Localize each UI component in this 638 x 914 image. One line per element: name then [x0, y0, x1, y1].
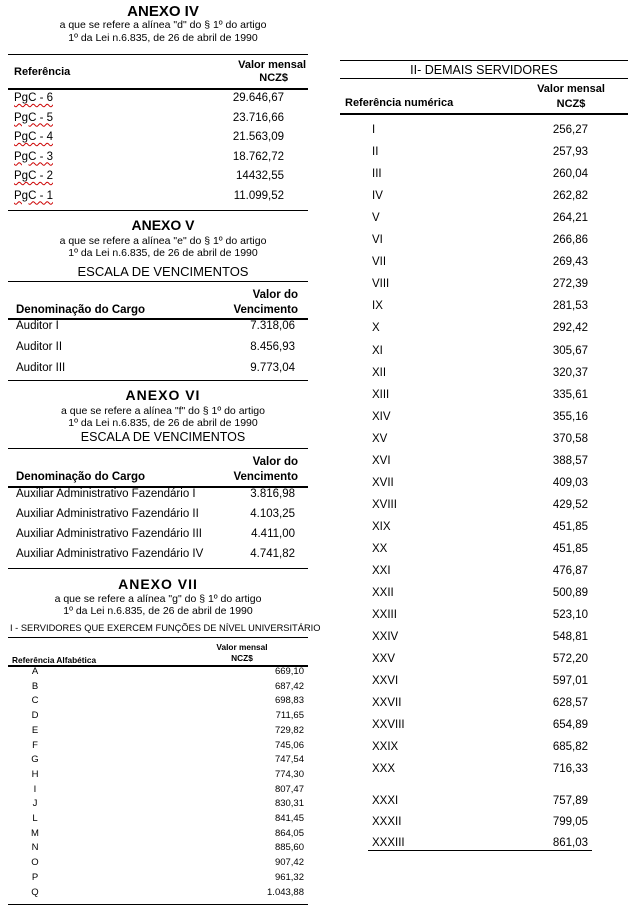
table-row [340, 322, 628, 340]
anexo-iv-title: ANEXO IV [127, 3, 199, 20]
anexo-v-subtitle-1: a que se refere a alínea "e" do § 1º do artigo [59, 235, 267, 247]
row-label: V [372, 212, 380, 224]
table-row [340, 795, 628, 813]
table-row [8, 131, 308, 149]
row-value: 4.103,25 [250, 508, 295, 520]
table-row [340, 587, 628, 605]
table-row [340, 631, 628, 649]
table-row [8, 548, 308, 566]
row-label: J [32, 798, 38, 810]
anexo-vii-title: ANEXO VII [118, 576, 198, 592]
anexo-iv-header-valor [200, 59, 306, 85]
row-value: 264,21 [552, 212, 588, 224]
table-row [340, 455, 628, 473]
row-value: 669,10 [274, 666, 304, 677]
table-row [340, 565, 628, 583]
anexo-v-subtitle-2: 1º da Lei n.6.835, de 26 de abril de 1990 [68, 247, 258, 259]
row-value: 523,10 [552, 609, 588, 621]
row-value: 654,89 [552, 719, 588, 731]
row-value: 961,32 [274, 871, 304, 883]
row-label: M [31, 827, 39, 839]
table-row [8, 857, 308, 871]
row-value: 18.762,72 [232, 150, 284, 163]
row-value: 628,57 [552, 697, 588, 709]
table-row [8, 769, 308, 783]
row-label: VIII [372, 278, 390, 290]
row-value: 11.099,52 [233, 189, 284, 202]
anexo-vii-header-referencia: Referência Alfabética [12, 655, 97, 665]
row-label: PgC - 3 [14, 150, 53, 163]
row-label: IX [372, 300, 383, 312]
anexo-vi-subtitle-2: 1º da Lei n.6.835, de 26 de abril de 1990 [68, 417, 258, 429]
table-row [340, 300, 628, 318]
anexo-vi-header-valor-line2: Vencimento [233, 471, 298, 483]
row-value: 21.563,09 [232, 131, 284, 143]
row-value: 370,58 [552, 433, 588, 445]
row-value: 907,42 [274, 857, 304, 869]
anexo-vii-bottom-rule [8, 904, 308, 905]
table-row [8, 740, 308, 754]
table-row [8, 190, 308, 208]
row-label: XXII [372, 587, 394, 599]
table-row [8, 695, 308, 709]
row-label: Q [31, 886, 39, 898]
anexo-vi-header-valor-line1: Valor do [252, 456, 298, 468]
row-value: 685,82 [552, 741, 588, 753]
row-value: 262,82 [552, 190, 588, 202]
anexo-vii-header-valor-line1: Valor mensal [216, 642, 268, 652]
row-value: 698,83 [274, 695, 304, 707]
anexo-iv-header-referencia: Referência [14, 66, 71, 78]
row-label: N [31, 842, 39, 854]
table-row [8, 170, 308, 188]
row-label: XXVII [372, 697, 402, 709]
table-row [8, 798, 308, 812]
row-label: PgC - 1 [14, 189, 53, 202]
row-label: Auditor III [16, 362, 66, 374]
table-row [340, 190, 628, 208]
table-row [8, 710, 308, 724]
table-row [340, 345, 628, 363]
table-row [8, 872, 308, 886]
row-value: 841,45 [274, 813, 304, 824]
row-value: 687,42 [274, 680, 304, 692]
row-value: 9.773,04 [250, 362, 295, 374]
table-row [340, 411, 628, 429]
row-label: XXIII [372, 609, 397, 621]
row-value: 14432,55 [236, 170, 284, 182]
table-row [8, 320, 308, 338]
row-label: X [372, 322, 380, 334]
row-label: XVI [372, 455, 391, 467]
row-label: XIV [372, 411, 391, 423]
anexo-vii-table [8, 666, 308, 906]
table-row [8, 681, 308, 695]
row-label: PgC - 5 [14, 111, 53, 124]
table-row [340, 499, 628, 517]
table-row [340, 763, 628, 781]
table-row [8, 488, 308, 506]
row-value: 864,05 [274, 827, 304, 839]
anexo-vi-table [8, 488, 308, 568]
row-label: P [31, 871, 39, 883]
table-row [340, 433, 628, 451]
row-value: 572,20 [552, 653, 588, 665]
anexo-v-header-valor-line1: Valor do [252, 289, 298, 301]
anexo-vii-subtitle-1: a que se refere a alínea "g" do § 1º do artigo [54, 593, 262, 605]
anexo-vi-subtitle-1: a que se refere a alínea "f" do § 1º do artigo [61, 405, 265, 417]
row-label: XXX [372, 763, 396, 775]
row-value: 548,81 [552, 631, 588, 643]
anexo-iv-top-rule [8, 54, 308, 55]
demais-header-valor-line2: NCZ$ [556, 98, 586, 110]
anexo-vii-section-title: I - SERVIDORES QUE EXERCEM FUNÇÕES DE NÍVEL UNIVERSITÁRIO [10, 623, 321, 633]
row-label: III [372, 168, 382, 180]
row-label: I [372, 124, 376, 136]
anexo-vii-subtitle-2: 1º da Lei n.6.835, de 26 de abril de 1990 [63, 605, 253, 617]
row-value: 320,37 [552, 367, 588, 379]
row-label: Auxiliar Administrativo Fazendário I [16, 488, 196, 500]
row-label: Auxiliar Administrativo Fazendário III [16, 528, 202, 540]
row-value: 281,53 [552, 300, 588, 312]
table-row [340, 837, 628, 855]
row-value: 256,27 [552, 124, 588, 136]
table-row [8, 828, 308, 842]
anexo-iv-bottom-rule [8, 210, 308, 211]
anexo-vi-bottom-rule [8, 568, 308, 569]
row-value: 476,87 [552, 565, 588, 577]
table-row [340, 653, 628, 671]
row-value: 729,82 [274, 724, 304, 736]
row-label: XI [372, 345, 383, 357]
row-value: 8.456,93 [250, 341, 295, 353]
table-row [8, 112, 308, 130]
row-label: PgC - 2 [14, 170, 53, 182]
table-row [340, 816, 628, 834]
row-value: 388,57 [552, 455, 588, 467]
table-row [340, 168, 628, 186]
table-row [8, 813, 308, 827]
table-row [8, 754, 308, 768]
table-row [340, 212, 628, 230]
row-label: Auxiliar Administrativo Fazendário II [16, 508, 199, 520]
table-row [340, 278, 628, 296]
anexo-vii-top-rule [8, 637, 308, 638]
table-row [8, 666, 308, 680]
row-value: 29.646,67 [232, 92, 284, 104]
table-row [8, 341, 308, 359]
row-label: XXVI [372, 675, 399, 687]
anexo-v-bottom-rule [8, 380, 308, 381]
table-row [340, 477, 628, 495]
row-label: Auxiliar Administrativo Fazendário IV [16, 548, 204, 560]
row-value: 747,54 [274, 754, 304, 766]
demais-header-rule [340, 113, 628, 115]
row-value: 3.816,98 [250, 488, 295, 500]
row-value: 335,61 [552, 389, 588, 401]
anexo-vi-header-valor [200, 455, 298, 485]
row-label: H [31, 768, 39, 780]
row-value: 260,04 [552, 168, 588, 180]
table-row [340, 367, 628, 385]
row-label: XXI [372, 565, 391, 577]
row-label: XXV [372, 653, 396, 665]
row-value: 266,86 [552, 234, 588, 246]
row-value: 757,89 [552, 795, 588, 807]
demais-header-valor-line1: Valor mensal [537, 83, 605, 95]
row-value: 305,67 [552, 345, 588, 357]
anexo-v-top-rule [8, 281, 308, 282]
row-value: 451,85 [552, 543, 588, 555]
row-label: XVIII [372, 499, 397, 511]
table-row [340, 741, 628, 759]
row-value: 269,43 [552, 256, 588, 268]
anexo-vii-header-valor [206, 642, 278, 664]
demais-table [340, 124, 628, 854]
demais-section-rule [340, 78, 628, 79]
table-row [8, 784, 308, 798]
row-label: A [31, 666, 39, 677]
row-value: 500,89 [552, 587, 588, 599]
anexo-vii-header-valor-line2: NCZ$ [231, 653, 253, 663]
row-label: XVII [372, 477, 394, 489]
row-value: 409,03 [552, 477, 588, 489]
row-value: 716,33 [552, 763, 588, 775]
anexo-iv-header-valor-line2: NCZ$ [259, 72, 288, 84]
table-row [340, 124, 628, 142]
row-label: E [31, 724, 39, 736]
row-label: O [31, 857, 39, 869]
anexo-iv-table [8, 92, 308, 214]
demais-top-rule [340, 60, 628, 61]
table-row [8, 842, 308, 856]
anexo-vi-top-rule [8, 448, 308, 449]
row-value: 885,60 [274, 842, 304, 854]
row-label: VI [372, 234, 383, 246]
anexo-iv-header-rule [8, 88, 308, 90]
row-value: 807,47 [274, 783, 304, 795]
table-row [8, 92, 308, 110]
row-label: I [33, 783, 37, 795]
row-label: B [31, 680, 39, 692]
table-row [8, 887, 308, 901]
row-label: XIX [372, 521, 391, 533]
row-label: C [31, 695, 39, 707]
anexo-vi-title: ANEXO VI [125, 387, 201, 403]
row-value: 799,05 [552, 816, 588, 828]
row-label: XXXI [372, 795, 399, 807]
row-value: 7.318,06 [250, 320, 295, 332]
table-row [340, 389, 628, 407]
row-value: 774,30 [274, 768, 304, 780]
row-label: XX [372, 543, 388, 555]
row-label: XXVIII [372, 719, 405, 731]
anexo-vi-escala: ESCALA DE VENCIMENTOS [80, 430, 246, 444]
row-label: VII [372, 256, 387, 268]
row-label: XXXII [372, 816, 402, 828]
anexo-vi-header-cargo: Denominação do Cargo [16, 471, 146, 483]
anexo-iv-subtitle-1: a que se refere a alínea "d" do § 1º do artigo [59, 19, 267, 31]
row-value: 4.741,82 [250, 548, 295, 560]
row-label: XXXIII [372, 837, 405, 849]
demais-header-referencia: Referência numérica [345, 97, 454, 109]
row-label: D [31, 710, 39, 722]
row-label: L [32, 813, 38, 824]
demais-section-title: II- DEMAIS SERVIDORES [410, 63, 558, 77]
table-row [340, 697, 628, 715]
anexo-v-header-valor [200, 288, 298, 318]
anexo-v-title: ANEXO V [131, 217, 195, 233]
anexo-v-escala: ESCALA DE VENCIMENTOS [77, 264, 249, 279]
anexo-iv-header-valor-line1: Valor mensal [238, 59, 306, 71]
table-row [340, 543, 628, 561]
row-value: 451,85 [552, 521, 588, 533]
row-value: 272,39 [552, 278, 588, 290]
table-row [340, 146, 628, 164]
table-row [340, 234, 628, 252]
table-row [8, 508, 308, 526]
row-value: 4.411,00 [251, 528, 295, 540]
demais-bottom-rule [368, 850, 592, 851]
row-value: 745,06 [274, 739, 304, 751]
row-value: 597,01 [552, 675, 588, 687]
anexo-v-table [8, 320, 308, 382]
table-row [8, 362, 308, 380]
table-row [340, 521, 628, 539]
row-label: Auditor II [16, 341, 63, 353]
row-label: XXIV [372, 631, 399, 643]
row-value: 429,52 [552, 499, 588, 511]
anexo-v-header-cargo: Denominação do Cargo [16, 304, 146, 316]
row-label: G [31, 754, 39, 766]
table-row [340, 256, 628, 274]
table-row [340, 719, 628, 737]
row-label: IV [372, 190, 383, 202]
table-row [340, 675, 628, 693]
anexo-iv-subtitle-2: 1º da Lei n.6.835, de 26 de abril de 1990 [68, 32, 258, 44]
row-value: 292,42 [552, 322, 588, 334]
row-value: 355,16 [552, 411, 588, 423]
row-value: 257,93 [552, 146, 588, 158]
row-value: 23.716,66 [232, 111, 284, 124]
row-label: Auditor I [16, 320, 59, 332]
row-label: II [372, 146, 379, 158]
row-value: 861,03 [552, 837, 588, 849]
row-value: 1.043,88 [267, 886, 304, 898]
row-label: XIII [372, 389, 390, 401]
row-label: F [32, 739, 38, 751]
row-label: XII [372, 367, 387, 379]
row-value: 830,31 [274, 798, 304, 810]
row-label: PgC - 6 [14, 92, 53, 104]
row-label: PgC - 4 [14, 131, 53, 143]
table-row [8, 528, 308, 546]
row-value: 711,65 [275, 710, 304, 722]
row-label: XV [372, 433, 388, 445]
demais-header-valor [528, 82, 614, 112]
table-row [8, 151, 308, 169]
table-row [8, 725, 308, 739]
row-label: XXIX [372, 741, 399, 753]
table-row [340, 609, 628, 627]
anexo-v-header-valor-line2: Vencimento [233, 304, 298, 316]
